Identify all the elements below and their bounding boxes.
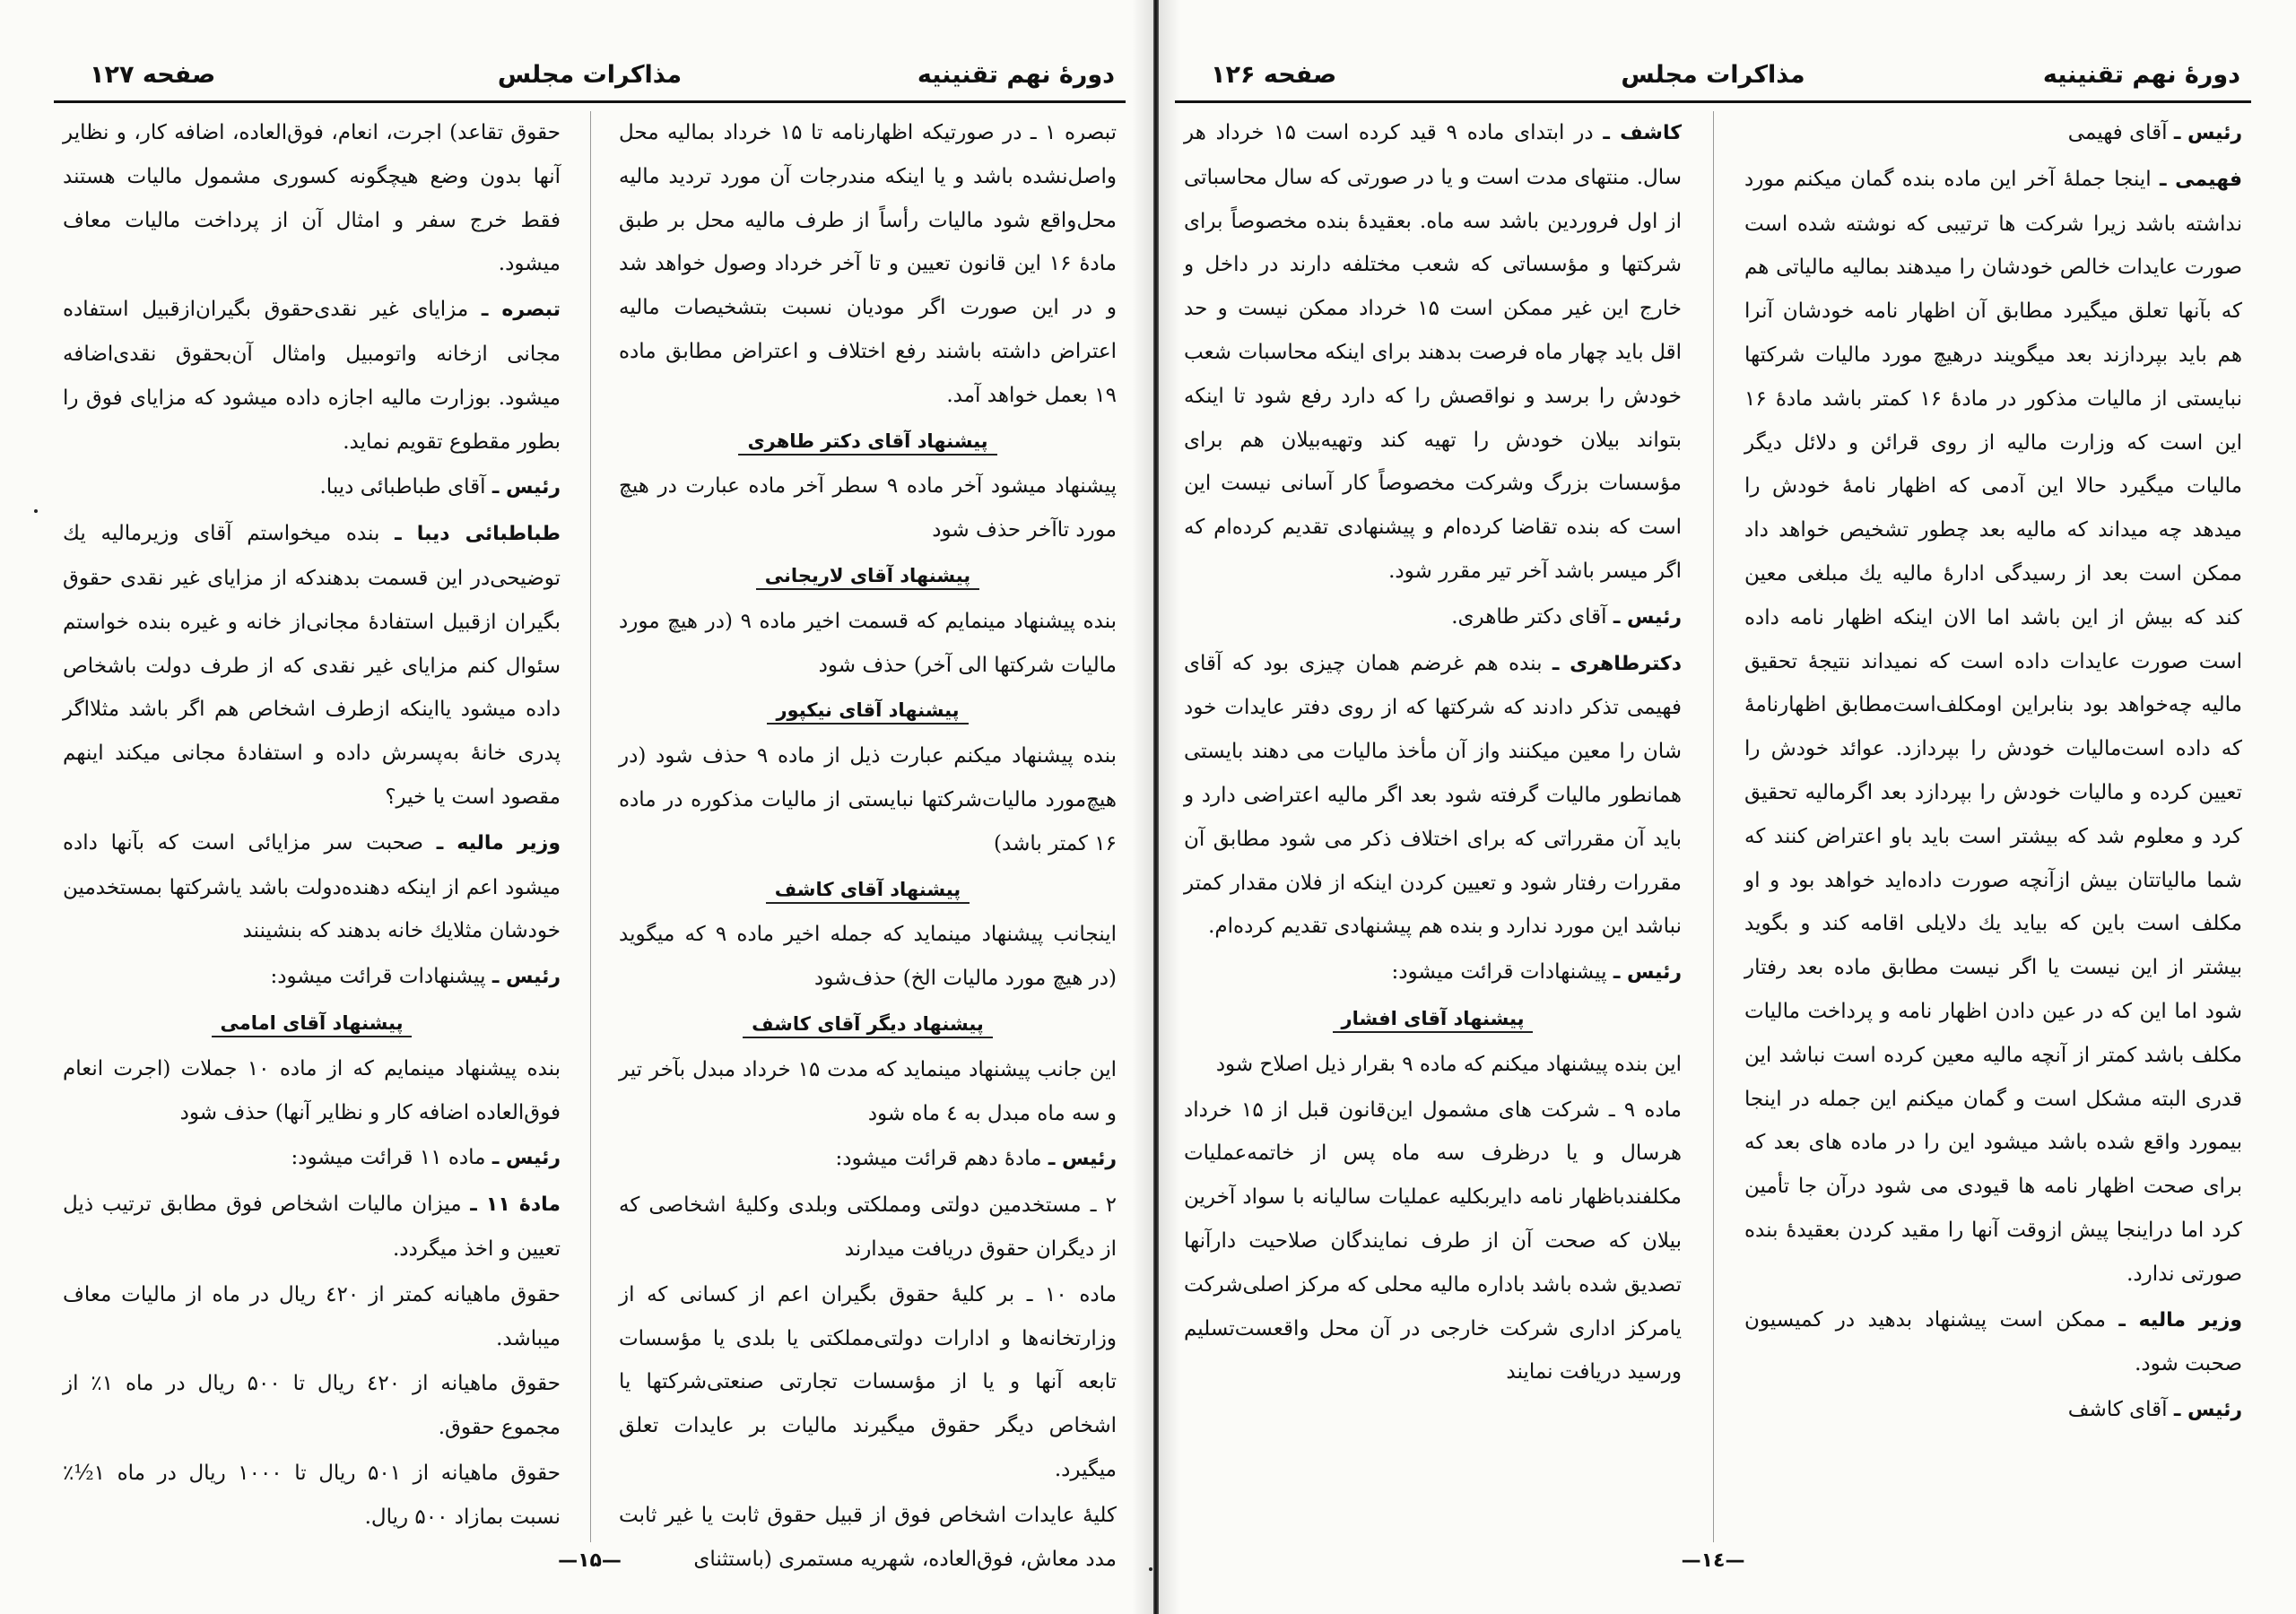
paragraph-text: ۲ ـ مستخدمین دولتی ومملکتی وبلدی وکلیهٔ اشخاصی که از دیگران حقوق دریافت میدارند: [619, 1193, 1117, 1261]
paragraph: [63, 465, 561, 510]
paragraph-text: این جانب پیشنهاد مینماید که مدت ۱۵ خرداد مبدل بآخر تیر و سه ماه مبدل به ٤ ماه شود: [619, 1057, 1118, 1125]
right-column-separator: [1713, 111, 1714, 1542]
paragraph-text: آقای طباطبائی دیبا.: [319, 475, 486, 499]
right-header-title: مذاکرات مجلس: [1621, 61, 1805, 89]
paragraph-text: بنده میخواستم آقای وزیرمالیه یك توضیحی‌در این قسمت بدهندکه از مزایای غیر نقدی حقوق بگیران ازقبیل استفادهٔ مجانی‌از خانه و غیره بنده خواستم سئوال کنم مزایای غیر نقدی که از طرف دولت باشخاص داده میشود یااینکه ازطرف اشخاص هم اگر باشد مثلااگر پدری خانهٔ به‌پسرش داده و استفادهٔ مجانی میکند اینهم مقصود است یا خیر؟: [63, 522, 561, 809]
paragraph-text: حقوق ماهیانه از ٤۲۰ ریال تا ۵۰۰ ریال در ماه ۱٪ از مجموع حقوق.: [63, 1372, 561, 1440]
proposal-heading: [63, 1002, 561, 1046]
proposal-heading: [619, 554, 1117, 598]
paragraph-text: ممکن است پیشنهاد بدهید در کمیسیون صحبت شود.: [1744, 1307, 2242, 1376]
paragraph-text: مزایای غیر نقدی‌حقوق بگیران‌ازقبیل استفاده مجانی ازخانه واتومبیل وامثال آن‌بحقوق نقدی‌اضافه میشود. بوزارت مالیه اجازه داده میشود که مزایای فوق را بطور مقطوع تقویم نماید.: [63, 298, 561, 454]
proposal-heading-text: پیشنهاد دیگر آقای کاشف: [743, 1013, 993, 1038]
proposal-heading-text: پیشنهاد آقای دکتر طاهری: [738, 430, 996, 456]
paragraph: [1744, 1388, 2242, 1433]
paragraph: [63, 1047, 561, 1135]
paragraph: [1184, 950, 1682, 995]
paragraph-text: ماده ۹ ـ شرکت های مشمول این‌قانون قبل از ۱۵ خرداد هرسال و یا درظرف سه ماه پس از خاتمه‌عملیات مکلفندباظهار نامه دایربکلیه عملیات سالیانه با سواد آخرین بیلان که صحت آن از طرف نمایندگان صلاحیت دارآنها تصدیق شده باشد باداره مالیه محلی که مرکز اصلی‌شرکت یامرکز اداری شرکت خارجی در آن محل واقعست‌تسلیم ورسید دریافت نمایند: [1184, 1098, 1682, 1384]
speaker-name: دکترطاهری ـ: [1552, 652, 1683, 675]
speaker-name: مادهٔ ۱۱ ـ: [470, 1193, 561, 1217]
right-page-left-column: [1184, 111, 1682, 1542]
left-header-page-number: صفحه ۱۲۷: [90, 61, 216, 89]
paragraph: [63, 1183, 561, 1271]
proposal-heading-text: پیشنهاد آقای امامی: [212, 1012, 413, 1037]
paragraph-text: حقوق تقاعد) اجرت، انعام، فوق‌العاده، اضافه کار، و نظایر آنها بدون وضع هیچگونه کسوری مشمول مالیات هستند فقط خرج سفر و امثال آن از پرداخت مالیات معاف میشود.: [63, 121, 561, 276]
speaker-name: تبصره ـ: [481, 299, 561, 322]
left-page-folio: —۱۵—: [558, 1549, 622, 1572]
paragraph: [619, 600, 1117, 688]
left-page-header: [54, 54, 1126, 100]
paragraph: [619, 1048, 1117, 1136]
paragraph: [63, 1362, 561, 1450]
paragraph-text: ماده ۱۱ قرائت میشود:: [291, 1146, 486, 1170]
left-header-session: دورهٔ نهم تقنینیه: [917, 61, 1115, 89]
proposal-heading: [619, 420, 1117, 464]
speaker-name: وزیر مالیه ـ: [2118, 1308, 2243, 1332]
paragraph: [619, 464, 1117, 552]
proposal-heading: [619, 868, 1117, 912]
proposal-heading-text: پیشنهاد آقای کاشف: [766, 879, 970, 904]
left-header-title: مذاکرات مجلس: [497, 61, 683, 89]
paragraph: [1184, 1043, 1682, 1087]
paragraph-text: بنده هم غرضم همان چیزی بود که آقای فهیمی تذکر دادند که شرکتها که از روی دفتر عایدات خود شان را معین میکنند واز آن مأخذ مالیات می دهند بایستی همانطور مالیات گرفته شود بعد اگر مالیه اعتراضی دارد و باید آن مقرراتی که برای اختلاف ذکر می شود مطابق آن مقررات رفتار شود و تعیین کردن اینکه از فلان مقدار کمتر نباشد این مورد ندارد و بنده هم پیشنهادی تقدیم کرده‌ام.: [1184, 651, 1682, 939]
paragraph: [1184, 111, 1682, 594]
paragraph: [63, 288, 561, 464]
right-header-page-number: صفحه ۱۲۶: [1211, 61, 1337, 89]
paragraph: [1744, 1298, 2242, 1387]
right-page-folio: —۱٤—: [1681, 1549, 1745, 1572]
left-page-columns: [54, 111, 1126, 1571]
proposal-heading: [619, 1002, 1117, 1046]
paragraph-text: پیشنهادات قرائت میشود:: [1391, 960, 1607, 985]
paragraph: [63, 821, 561, 953]
paragraph: [619, 1184, 1117, 1271]
paragraph-text: اینجانب پیشنهاد مینماید که جمله اخیر ماده ۹ که میگوید (در هیچ مورد مالیات الخ) حذف‌شود: [619, 923, 1117, 991]
speaker-name: کاشف ـ: [1603, 122, 1682, 144]
speaker-name: وزیر مالیه ـ: [436, 831, 561, 855]
paragraph-text: صحبت سر مزایائی است که بآنها داده میشود اعم از اینکه دهنده‌دولت باشد یاشرکتها بمستخدمین خودشان مثلایك خانه بدهند که بنشینند: [63, 830, 561, 943]
speaker-name: طباطبائی دیبا ـ: [395, 523, 561, 546]
paragraph: [619, 1137, 1117, 1182]
speaker-name: رئیس ـ: [491, 1147, 561, 1170]
speaker-name: رئیس ـ: [1048, 1148, 1117, 1171]
speaker-name: رئیس ـ: [2173, 1399, 2242, 1422]
paragraph: [63, 955, 561, 1000]
paragraph: [619, 913, 1117, 1001]
paragraph-text: آقای دکتر طاهری.: [1451, 604, 1607, 629]
paragraph-text: تبصره ۱ ـ در صورتیکه اظهارنامه تا ۱۵ خرداد بمالیه محل واصل‌نشده باشد و یا اینکه مندرجات آن مورد تردید مالیه محل‌واقع شود مالیات رأساً از طرف مالیه محل بر طبق مادهٔ ۱۶ این قانون تعیین و تا آخر خرداد وصول خواهد شد و در این صورت اگر مودیان نسبت بتشخیصات مالیه اعتراض داشته باشند رفع اختلاف و اعتراض مطابق ماده ۱۹ بعمل خواهد آمد.: [619, 121, 1117, 407]
paragraph: [63, 512, 561, 820]
paragraph-text: بنده پیشنهاد مینمایم که قسمت اخیر ماده ۹ (در هیچ مورد مالیات شرکتها الی آخر) حذف شود: [619, 609, 1117, 677]
proposal-heading: [619, 689, 1117, 733]
paragraph: [63, 1273, 561, 1361]
speaker-name: رئیس ـ: [1613, 961, 1682, 985]
paragraph-text: این بنده پیشنهاد میکنم که ماده ۹ بقرار ذیل اصلاح شود: [1215, 1052, 1682, 1076]
paragraph: [63, 111, 561, 286]
left-page-right-column: [619, 111, 1118, 1571]
paragraph: [1184, 595, 1682, 640]
paragraph-text: پیشنهاد میشود آخر ماده ۹ سطر آخر ماده عبارت در هیچ مورد تاآخر حذف شود: [619, 474, 1118, 542]
paragraph: [1744, 111, 2242, 156]
right-page: [1175, 0, 2251, 1614]
proposal-heading: [1184, 997, 1682, 1041]
speaker-name: رئیس ـ: [2173, 122, 2242, 144]
paragraph: [619, 111, 1117, 418]
paragraph-text: بنده پیشنهاد میکنم عبارت ذیل از ماده ۹ حذف شود (در هیچ‌مورد مالیات‌شرکتها نبایستی از مالیات مذکوره در ماده ۱۶ کمتر باشد): [619, 744, 1117, 855]
proposal-heading-text: پیشنهاد آقای نیکپور: [767, 699, 968, 725]
left-column-separator: [590, 111, 591, 1542]
right-page-header: [1175, 54, 2251, 100]
book-gutter: [1153, 0, 1159, 1614]
left-header-rule: [54, 100, 1126, 103]
paragraph-text: کلیهٔ عایدات اشخاص فوق از قبیل حقوق ثابت یا غیر ثابت مدد معاش، فوق‌العاده، شهریه مستمری (باستثنای: [619, 1503, 1117, 1571]
paragraph: [619, 1273, 1117, 1492]
paragraph: [1744, 158, 2242, 1297]
paragraph-text: میزان مالیات اشخاص فوق مطابق ترتیب ذیل تعیین و اخذ میگردد.: [63, 1193, 561, 1261]
paragraph: [619, 734, 1117, 865]
proposal-heading-text: پیشنهاد آقای لاریجانی: [756, 565, 979, 590]
speaker-name: رئیس ـ: [491, 476, 561, 499]
speaker-name: فهیمی ـ: [2159, 168, 2242, 191]
proposal-heading-text: پیشنهاد آقای افشار: [1333, 1008, 1534, 1033]
right-header-session: دورهٔ نهم تقنینیه: [2042, 61, 2240, 89]
paragraph-text: حقوق ماهیانه کمتر از ٤۲۰ ریال در ماه از مالیات معاف میباشد.: [63, 1282, 561, 1350]
right-page-right-column: [1744, 111, 2242, 1542]
paragraph: [1184, 1089, 1682, 1395]
paragraph-text: مادهٔ دهم قرائت میشود:: [835, 1147, 1042, 1171]
paragraph-text: اینجا جملهٔ آخر این ماده بنده گمان میکنم مورد نداشته باشد زیرا شرکت ها ترتیبی که نوشته شده است صورت عایدات خالص خودشان را میدهند بمالیه مالیاتی هم که بآنها تعلق میگیرد مطابق آن اظهار نامه خودشان آنرا هم باید بپردازند بعد میگویند درهیچ مورد مالیات شرکتها نبایستی از مالیات مذکور در مادهٔ ۱۶ کمتر باشد مادهٔ ۱۶ این است که وزارت مالیه از روی قرائن و دلائل دیگر مالیات میگیرد حالا این آدمی که اظهار نامهٔ خودش را میدهد چه میداند که مالیه بعد چطور تشخیص خواهد داد ممکن است بعد از رسیدگی ادارهٔ مالیه یك مبلغی معین کند که بیش از این باشد اما الان اینکه اظهار نامه داده است صورت عایدات داده است که نمیداند نتیجهٔ تحقیق مالیه چه‌خواهد بود بنابراین اومکلف‌است‌مطابق اظهارنامهٔ که داده است‌مالیات خودش را بپردازد. عوائد خودش را تعیین کرده و مالیات خودش را بپردازد بعد اگرمالیه تحقیق کرد و معلوم شد که بیشتر است باید باو اعتراض کنند که شما مالیاتتان بیش ازآنچه صورت داده‌اید خواهد بود و او مکلف است باین که بیاید یك دلایلی اقامه کند و بگوید بیشتر از این نیست یا اگر نیست مطابق ماده بعد رفتار شود اما این که در عین دادن اظهار نامه و پرداخت مالیات مکلف باشد کمتر از آنچه مالیه معین کرده است نباشد این قدری البته مشکل است و گمان میکنم این جمله در اینجا بیمورد واقع شده باشد میشود این را در ماده های بعد که برای صحت اظهار نامه ها قیودی می شود درآن جا تأمین کرد اما دراینجا پیش ازوقت آنها را مقید کردن بعقیدهٔ بنده صورتی ندارد.: [1744, 167, 2242, 1286]
scan-speck: [1149, 1567, 1152, 1571]
paragraph-text: پیشنهادات قرائت میشود:: [270, 965, 486, 989]
paragraph: [63, 1452, 561, 1540]
right-header-rule: [1175, 100, 2251, 103]
paragraph-text: آقای کاشف: [2067, 1398, 2168, 1422]
paragraph-text: بنده پیشنهاد مینمایم که از ماده ۱۰ جملات (اجرت انعام فوق‌العاده اضافه کار و نظایر آنها) حذف شود: [63, 1056, 561, 1124]
paragraph: [63, 1136, 561, 1181]
left-page: [54, 0, 1126, 1614]
paragraph: [1184, 642, 1682, 950]
paragraph-text: ماده ۱۰ ـ بر کلیهٔ حقوق بگیران اعم از کسانی که از وزارتخانه‌ها و ادارات دولتی‌مملکتی یا بلدی یا مؤسسات تابعه آنها و یا از مؤسسات تجارتی صنعتی‌شرکتها یا اشخاص دیگر حقوق میگیرند مالیات بر عایدات تعلق میگیرد.: [619, 1282, 1117, 1481]
paragraph-text: حقوق ماهیانه از ۵۰۱ ریال تا ۱۰۰۰ ریال در ماه ۱½٪ نسبت بمازاد ۵۰۰ ریال.: [63, 1461, 561, 1529]
paragraph-text: در ابتدای ماده ۹ قید کرده است ۱۵ خرداد هر سال. منتهای مدت است و یا در صورتی که سال محاسباتی از اول فروردین باشد سه ماه. بعقیدهٔ بنده مخصوصاً برای شرکتها و مؤسساتی که شعب مختلفه دارند در داخل و خارج این غیر ممکن است ۱۵ خرداد ممکن نیست و حد اقل باید چهار ماه فرصت بدهند برای اینکه محاسبات شعب خودش را برسد و نواقصش را که دارد رفع شود تا اینکه بتواند بیلان خودش را تهیه کند وتهیه‌بیلان هم برای مؤسسات بزرگ وشرکت مخصوصاً کار آسانی نیست این است که بنده تقاضا کرده‌ام و پیشنهادی تقدیم کرده‌ام که اگر میسر باشد آخر تیر مقرر شود.: [1184, 121, 1682, 583]
speaker-name: رئیس ـ: [1613, 605, 1682, 629]
right-page-columns: [1175, 111, 2251, 1542]
scan-speck: [34, 509, 38, 513]
paragraph-text: آقای فهیمی: [2067, 121, 2168, 144]
speaker-name: رئیس ـ: [491, 966, 561, 989]
left-page-left-column: [63, 111, 561, 1542]
